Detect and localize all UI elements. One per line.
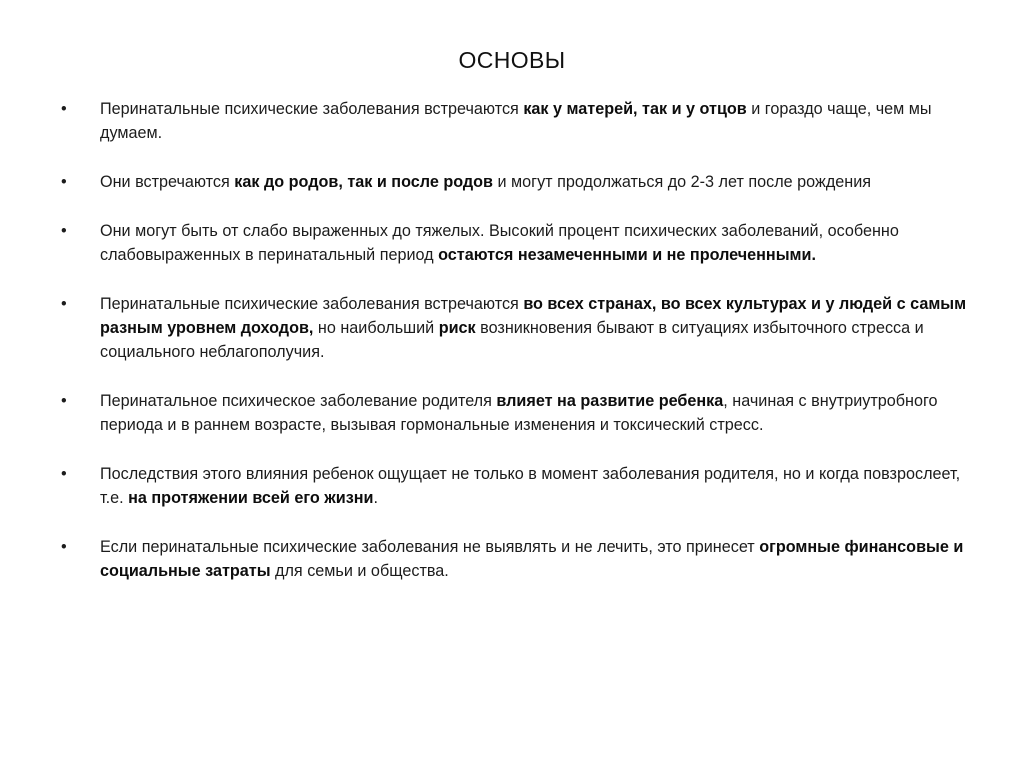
text-run: , начиная с внутриутробного периода и в раннем возрасте, вызывая гормональные изменения и токсический стресс.: [100, 391, 938, 434]
text-run-bold: как у матерей, так и у отцов: [523, 100, 747, 118]
bullet-marker-icon: •: [61, 221, 67, 240]
bullet-marker-icon: •: [61, 294, 67, 313]
list-item-text: [100, 390, 982, 438]
text-run-bold: на протяжении всей его жизни: [128, 488, 374, 507]
text-run: Перинатальное психическое заболевание родителя: [100, 391, 497, 410]
text-run: для семьи и общества.: [270, 561, 449, 580]
text-run: возникновения бывают в ситуациях избыточного стресса и социального неблагополучия.: [100, 318, 924, 361]
text-run: Они встречаются: [100, 172, 235, 191]
list-item: [52, 463, 982, 511]
text-run: Они могут быть от слабо выраженных до тяжелых. Высокий процент психических заболеваний, особенно слабовыраженных в перинатальный период: [100, 221, 899, 264]
list-item-text: [100, 293, 982, 365]
list-item: [52, 536, 982, 584]
bullet-marker-icon: •: [61, 464, 67, 483]
text-run: Если перинатальные психические заболевания не выявлять и не лечить, это принесет: [100, 537, 760, 556]
list-item: [52, 293, 982, 365]
text-run-bold: во всех странах, во всех культурах и у людей с самым разным уровнем доходов,: [100, 294, 967, 337]
text-run-bold: риск: [438, 318, 476, 337]
bullet-marker-icon: •: [61, 537, 67, 556]
text-run: .: [373, 488, 378, 507]
bullet-marker-icon: •: [61, 391, 67, 410]
text-run: но наибольший: [313, 318, 439, 337]
text-run-bold: остаются незамеченными и не пролеченными.: [438, 245, 816, 264]
text-run: и гораздо чаще, чем мы думаем.: [100, 100, 932, 142]
text-run: Последствия этого влияния ребенок ощущает не только в момент заболевания родителя, но и когда повзрослеет, т.е.: [100, 464, 961, 507]
list-item: [52, 220, 982, 268]
text-run-bold: влияет на развитие ребенка: [496, 391, 724, 410]
bullet-marker-icon: •: [61, 172, 67, 191]
list-item: [52, 390, 982, 438]
list-item-text: [100, 98, 982, 146]
bullet-list: [52, 98, 982, 584]
page-title: ОСНОВЫ: [458, 47, 566, 74]
text-run: Перинатальные психические заболевания встречаются: [100, 100, 524, 118]
list-item-text: [100, 463, 982, 511]
text-run: Перинатальные психические заболевания встречаются: [100, 294, 524, 313]
bullet-marker-icon: •: [61, 100, 67, 118]
list-item-text: [100, 220, 982, 268]
list-item-text: [100, 171, 982, 195]
text-run: и могут продолжаться до 2-3 лет после рождения: [493, 172, 872, 191]
list-item: [52, 98, 982, 146]
text-run-bold: как до родов, так и после родов: [234, 172, 493, 191]
text-run-bold: огромные финансовые и социальные затраты: [100, 537, 964, 580]
list-item-text: [100, 536, 982, 584]
list-item: [52, 171, 982, 195]
